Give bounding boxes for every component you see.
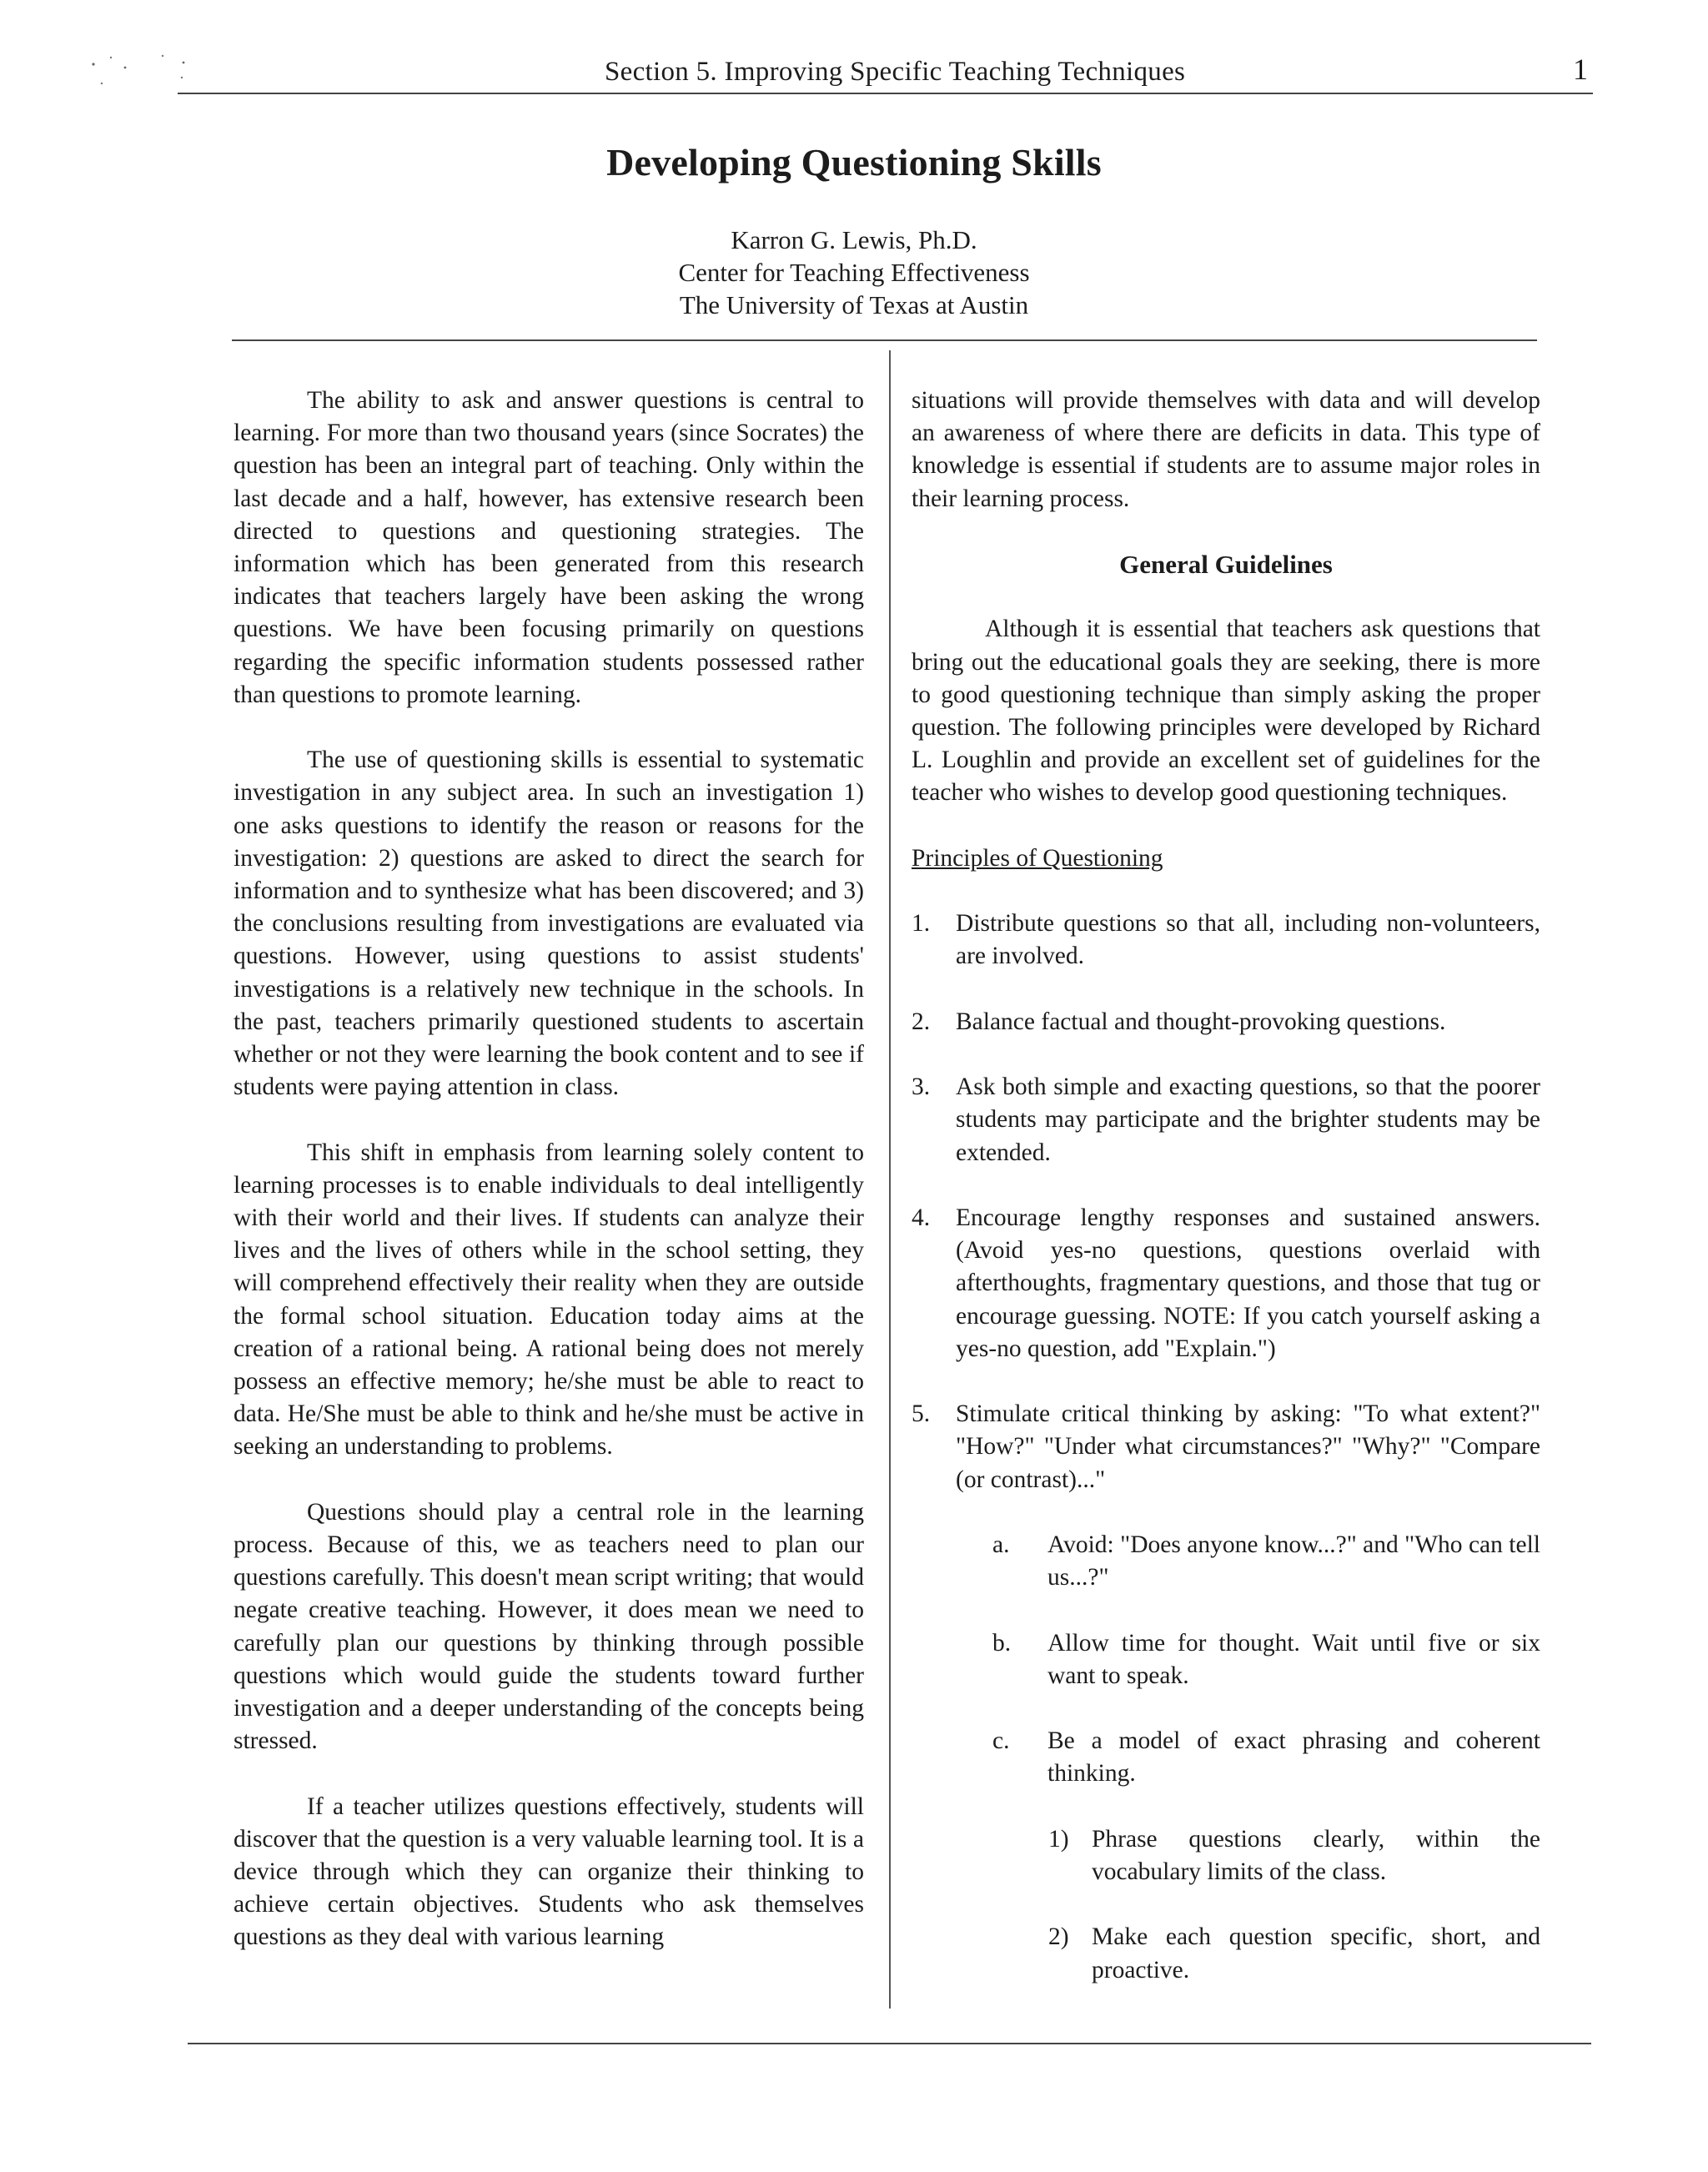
left-column (234, 385, 864, 1987)
byline-rule (232, 339, 1537, 341)
scan-specks (83, 46, 208, 104)
header-rule (178, 93, 1593, 94)
list-item (912, 908, 1540, 973)
running-header: Section 5. Improving Specific Teaching Techniques (605, 57, 1186, 87)
sub-list-item-text: Avoid: "Does anyone know...?" and "Who can tell us...?" (1047, 1531, 1540, 1591)
paragraph: Although it is essential that teachers ask questions that bring out the educational goals they are seeking, there is more to good questioning technique than simply asking the proper question. The following principles were developed by Richard L. Loughlin and provide an excellent set of guidelines for the teacher who wishes to develop good questioning techniques. (912, 616, 1540, 807)
list-item-text: Balance factual and thought-provoking questions. (956, 1008, 1446, 1035)
paragraph: Questions should play a central role in the learning process. Because of this, we as teachers need to plan our questions carefully. This doesn't mean script writing; that would negate creative teaching. However, it does mean we need to carefully plan our questions by thinking through possible questions which would guide the students toward further investigation and a deeper understanding of the concepts being stressed. (234, 1498, 864, 1755)
continued-paragraph: situations will provide themselves with data and will develop an awareness of where there are deficits in data. This type of knowledge is essential if students are to assume major roles in their learning process. (912, 387, 1540, 512)
sub-list-item-text: Allow time for thought. Wait until five or six want to speak. (1047, 1629, 1540, 1689)
nested-list-item (1048, 1823, 1540, 1888)
author-name: Karron G. Lewis, Ph.D. (731, 225, 977, 254)
list-item-number: 3. (912, 1073, 931, 1101)
list-heading: Principles of Questioning (912, 844, 1163, 872)
list-item-text: Stimulate critical thinking by asking: "To what extent?" "How?" "Under what circumstances?" "Why?" "Compare (or contrast)..." (956, 1400, 1540, 1493)
sub-list-item-text: Be a model of exact phrasing and coherent thinking. (1047, 1727, 1540, 1787)
list-item-number: 4. (912, 1204, 931, 1231)
list-item-number: 1. (912, 910, 931, 938)
sub-list-item (992, 1627, 1540, 1692)
list-item-text: Encourage lengthy responses and sustained answers. (Avoid yes-no questions, questions overlaid with afterthoughts, fragmentary questions, and those that tug or encourage guessing. NOTE: If you catch yourself asking a yes-no question, add "Explain.") (956, 1204, 1540, 1362)
list-item-number: 2. (912, 1008, 931, 1035)
page-number: 1 (1573, 53, 1588, 86)
list-item-text: Ask both simple and exacting questions, so that the poorer students may participate and the brighter students may be extended. (956, 1073, 1540, 1166)
nested-list-item-number: 2) (1048, 1923, 1069, 1951)
paragraph: This shift in emphasis from learning solely content to learning processes is to enable individuals to deal intelligently with their world and their lives. If students can analyze their lives and the lives of others while in the school setting, they will comprehend effectively their reality when they are outside the formal school situation. Education today aims at the creation of a rational being. A rational being does not merely possess an effective memory; he/she must be able to react to data. He/She must be able to think and he/she must be active in seeking an understanding to problems. (234, 1139, 864, 1461)
sub-list-item (992, 1529, 1540, 1594)
list-item-text: Distribute questions so that all, including non-volunteers, are involved. (956, 910, 1540, 970)
sub-list-item-letter: a. (992, 1531, 1010, 1558)
byline (0, 224, 1708, 321)
list-item-number: 5. (912, 1400, 931, 1428)
sub-list-item (992, 1725, 1540, 1790)
author-university: The University of Texas at Austin (679, 290, 1029, 319)
list-item (912, 1071, 1540, 1169)
column-divider (889, 350, 891, 2009)
section-heading: General Guidelines (1119, 550, 1333, 579)
footer-rule (188, 2043, 1591, 2044)
sub-list-item-letter: b. (992, 1629, 1012, 1657)
paragraph: If a teacher utilizes questions effectively, students will discover that the question is a very valuable learning tool. It is a device through which they can organize their thinking to achieve certain objectives. Students who ask themselves questions as they deal with various learning (234, 1792, 864, 1951)
sub-list-item-letter: c. (992, 1727, 1010, 1755)
nested-list-item-text: Make each question specific, short, and proactive. (1092, 1923, 1540, 1983)
nested-list-item-number: 1) (1048, 1825, 1069, 1853)
list-item (912, 1398, 1540, 1496)
paragraph: The ability to ask and answer questions is central to learning. For more than two thousand years (since Socrates) the question has been an integral part of teaching. Only within the last decade and a half, however, has extensive research been directed to questions and questioning strategies. The information which has been generated from this research indicates that teachers largely have been asking the wrong questions. We have been focusing primarily on questions regarding the specific information students possessed rather than questions to promote learning. (234, 387, 864, 708)
nested-list-item-text: Phrase questions clearly, within the vocabulary limits of the class. (1092, 1825, 1540, 1885)
author-center: Center for Teaching Effectiveness (678, 258, 1030, 287)
paragraph: The use of questioning skills is essential to systematic investigation in any subject area. In such an investigation 1) one asks questions to identify the reason or reasons for the investigation: 2) questions are asked to direct the search for information and to synthesize what has been discovered; and 3) the conclusions resulting from investigations are evaluated via questions. However, using questions to assist students' investigations is a relatively new technique in the schools. In the past, teachers primarily questioned students to ascertain whether or not they were learning the book content and to see if students were paying attention in class. (234, 747, 864, 1101)
list-item (912, 1006, 1540, 1038)
list-item (912, 1202, 1540, 1365)
nested-list-item (1048, 1921, 1540, 1986)
right-column (912, 385, 1540, 2019)
page-title: Developing Questioning Skills (606, 141, 1102, 184)
